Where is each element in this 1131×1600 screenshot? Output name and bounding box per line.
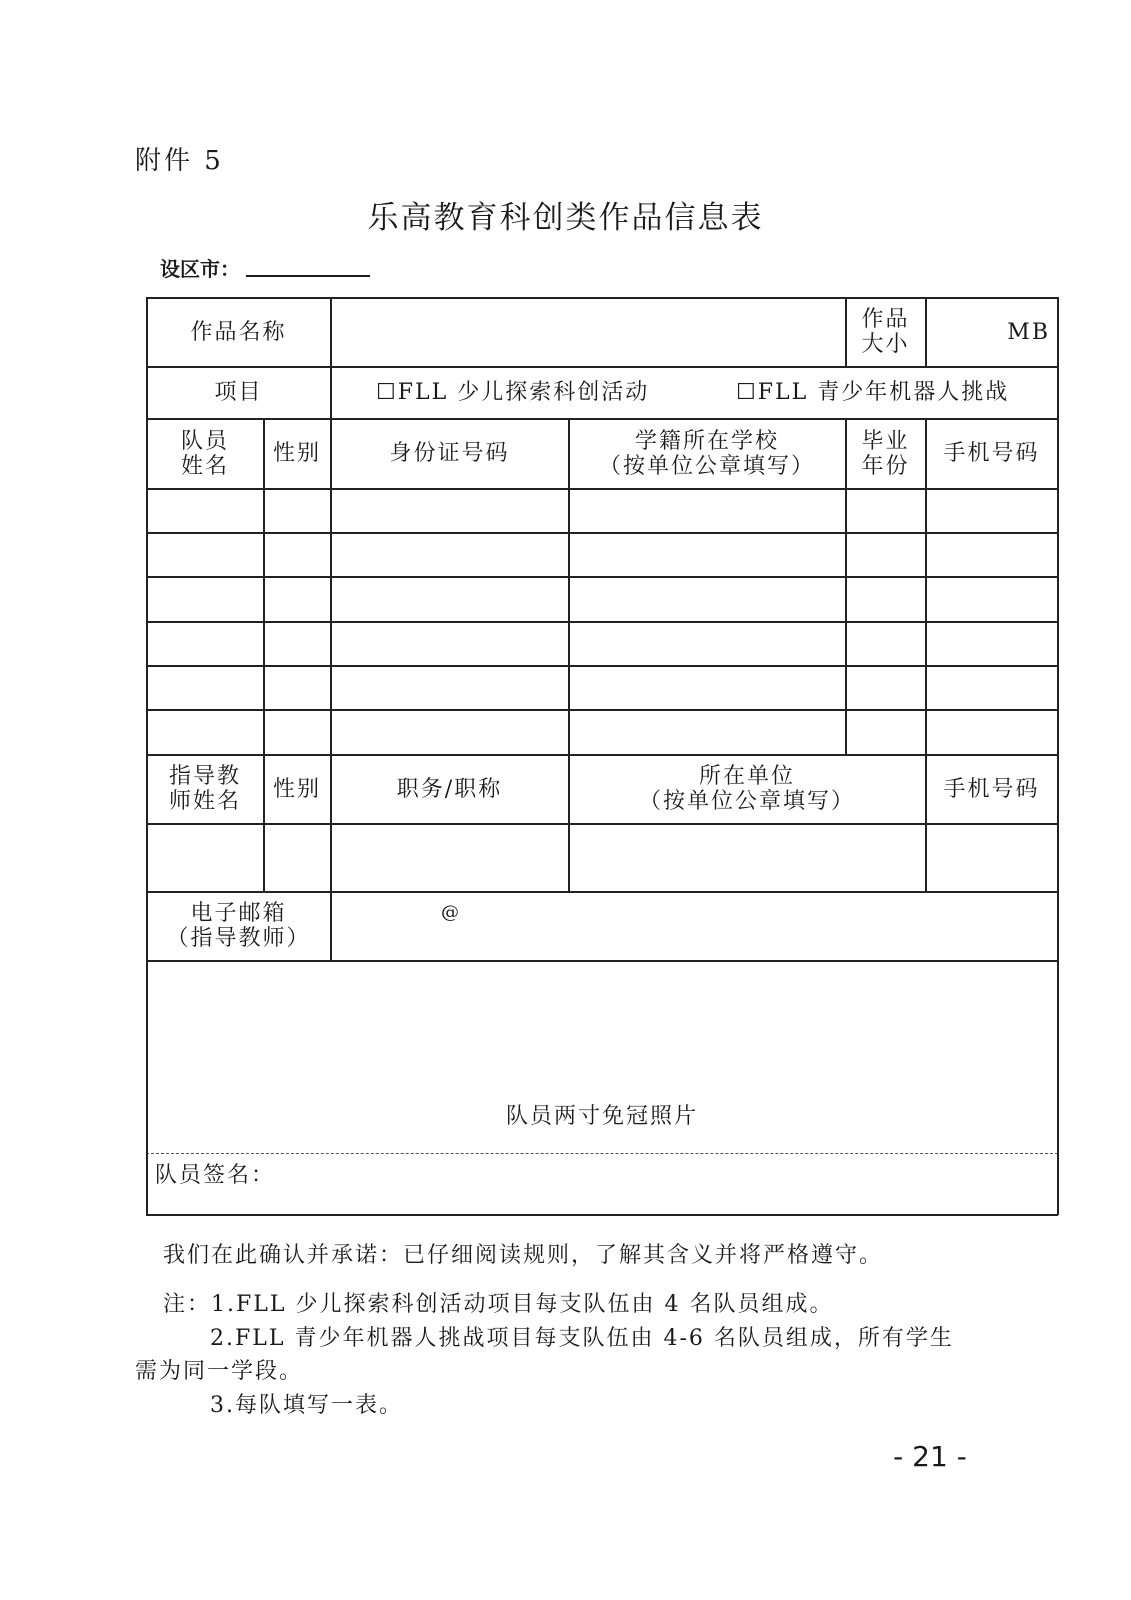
work-size-label: [846, 298, 925, 366]
work-size-label-line2: 大小: [861, 332, 910, 357]
photo-signature-divider: [146, 1153, 1058, 1154]
member-phone-header: [926, 419, 1057, 488]
member-row-3[interactable]: [147, 577, 1057, 621]
teacher-gender-header: [264, 755, 330, 823]
note-2: 2.FLL 青少年机器人挑战项目每支队伍由 4-6 名队员组成，所有学生: [210, 1326, 954, 1351]
member-row-1[interactable]: [147, 489, 1057, 532]
member-grad-year-header: [846, 419, 925, 488]
page-title: 乐高教育科创类作品信息表: [367, 200, 764, 236]
teacher-unit-header-line2: （按单位公章填写）: [638, 789, 855, 814]
member-phone-header-text: 手机号码: [943, 441, 1040, 466]
member-grad-year-header-line1: 毕业: [861, 428, 910, 454]
table-border-bottom: [146, 1214, 1058, 1216]
email-label-line1: 电子邮箱: [190, 901, 287, 926]
table-border-right: [1057, 297, 1059, 1215]
email-at-sign: @: [441, 902, 461, 923]
work-size-field[interactable]: [926, 298, 1050, 366]
member-name-header: [147, 419, 263, 488]
teacher-title-header: [331, 755, 568, 823]
teacher-gender-header-text: 性别: [272, 776, 321, 802]
district-input-line[interactable]: [246, 275, 370, 277]
email-label: [147, 892, 330, 960]
member-school-header: [569, 419, 845, 488]
work-name-label: [147, 298, 330, 366]
work-size-unit: MB: [1007, 319, 1050, 345]
member-row-4[interactable]: [147, 622, 1057, 665]
work-name-label-text: 作品名称: [190, 319, 287, 345]
project-label: [147, 367, 330, 418]
member-row-6[interactable]: [147, 710, 1057, 754]
teacher-unit-header-line1: 所在单位: [698, 764, 795, 789]
teacher-name-header-line2: 师姓名: [168, 789, 241, 814]
teacher-name-header-line1: 指导教: [168, 764, 241, 789]
teacher-title-header-text: 职务/职称: [396, 776, 503, 802]
attachment-label: 附件 5: [135, 146, 224, 176]
photo-area[interactable]: [147, 961, 1057, 1153]
teacher-phone-header-text: 手机号码: [943, 776, 1040, 802]
teacher-row-1[interactable]: [147, 824, 1057, 891]
project-option-junior[interactable]: [376, 367, 676, 418]
page-number: - 21 -: [893, 1440, 967, 1473]
member-row-2[interactable]: [147, 533, 1057, 576]
teacher-phone-header: [926, 755, 1057, 823]
member-name-header-line1: 队员: [180, 428, 229, 454]
member-gender-header: [264, 419, 330, 488]
email-label-line2: （指导教师）: [166, 926, 311, 951]
project-option-challenge[interactable]: [736, 367, 1036, 418]
teacher-unit-header: [569, 755, 925, 823]
member-id-header: [331, 419, 568, 488]
email-field[interactable]: [331, 892, 1057, 960]
member-name-header-line2: 姓名: [180, 453, 229, 479]
signature-area[interactable]: [147, 1155, 1057, 1195]
note-3: 3.每队填写一表。: [210, 1393, 403, 1418]
project-label-text: 项目: [214, 380, 263, 405]
photo-label: 队员两寸免冠照片: [505, 1104, 698, 1129]
member-grad-year-header-line2: 年份: [861, 453, 910, 479]
member-row-5[interactable]: [147, 666, 1057, 709]
member-school-header-line2: （按单位公章填写）: [598, 453, 815, 479]
note-1: 注：1.FLL 少儿探索科创活动项目每支队伍由 4 名队员组成。: [163, 1292, 834, 1317]
project-option-challenge-text: ☐FLL 青少年机器人挑战: [736, 380, 1010, 405]
project-option-junior-text: ☐FLL 少儿探索科创活动: [376, 380, 650, 405]
member-gender-header-text: 性别: [272, 441, 321, 466]
commitment-text: 我们在此确认并承诺：已仔细阅读规则，了解其含义并将严格遵守。: [163, 1243, 884, 1268]
signature-label: 队员签名：: [155, 1162, 276, 1188]
member-id-header-text: 身份证号码: [389, 441, 510, 466]
note-2-continued: 需为同一学段。: [135, 1359, 304, 1384]
work-size-label-line1: 作品: [861, 307, 910, 332]
district-label: 设区市：: [160, 257, 240, 281]
member-school-header-line1: 学籍所在学校: [634, 428, 779, 454]
work-name-field[interactable]: [331, 298, 845, 366]
teacher-name-header: [147, 755, 263, 823]
